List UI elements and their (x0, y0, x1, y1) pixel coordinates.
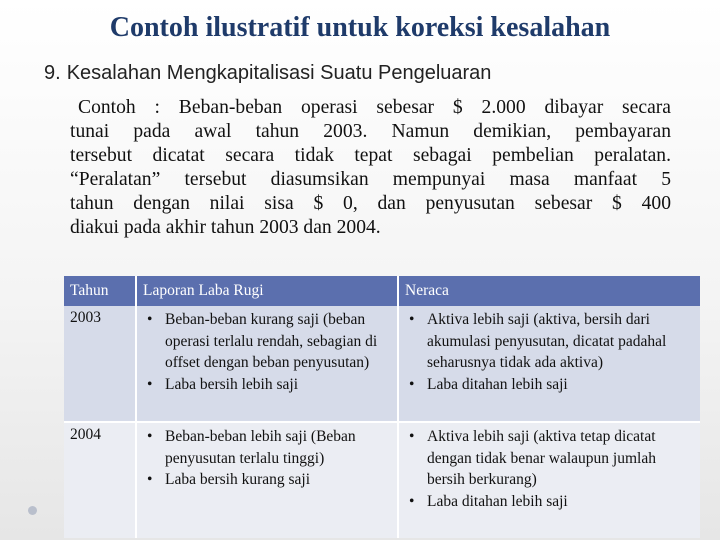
slide-subtitle (44, 62, 684, 85)
subtitle-text: Kesalahan Mengkapitalisasi Suatu Pengeluaran (66, 62, 492, 84)
list-item: • Laba ditahan lebih saji (405, 491, 694, 513)
paragraph-line: Contoh : Beban-beban operasi sebesar $ 2.000 dibayar secara (78, 97, 671, 118)
year-cell: 2004 (64, 422, 136, 538)
list-item: • Laba bersih kurang saji (143, 469, 391, 491)
laba-rugi-cell (136, 306, 398, 422)
paragraph-line: diakui pada akhir tahun 2003 dan 2004. (70, 217, 381, 238)
list-item: • Aktiva lebih saji (aktiva, bersih dari akumulasi penyusutan, dicatat padahal seharusnya tidak ada aktiva) (405, 309, 694, 374)
paragraph-line: tersebut dicatat secara tidak tepat sebagai pembelian peralatan. (70, 145, 671, 166)
laba-rugi-cell (136, 422, 398, 538)
decorative-dot (28, 506, 37, 515)
header-tahun: Tahun (64, 276, 136, 306)
header-neraca: Neraca (398, 276, 700, 306)
subtitle-number: 9. (44, 62, 61, 84)
table-header-row (64, 276, 700, 306)
paragraph-line: tunai pada awal tahun 2003. Namun demikian, pembayaran (70, 121, 671, 142)
table-row (64, 306, 700, 422)
list-item: • Aktiva lebih saji (aktiva tetap dicatat dengan tidak benar walaupun jumlah bersih berkurang) (405, 426, 694, 491)
table-row (64, 422, 700, 538)
slide-title: Contoh ilustratif untuk koreksi kesalahan (109, 12, 611, 43)
correction-table (64, 276, 700, 538)
neraca-cell (398, 306, 700, 422)
neraca-cell (398, 422, 700, 538)
paragraph-line: “Peralatan” tersebut diasumsikan mempunyai masa manfaat 5 (70, 169, 671, 190)
list-item: • Laba ditahan lebih saji (405, 374, 694, 396)
list-item: • Laba bersih lebih saji (143, 374, 391, 396)
example-paragraph (70, 96, 671, 240)
list-item: • Beban-beban lebih saji (Beban penyusutan terlalu tinggi) (143, 426, 391, 469)
header-laba-rugi: Laporan Laba Rugi (136, 276, 398, 306)
year-cell: 2003 (64, 306, 136, 422)
paragraph-line: tahun dengan nilai sisa $ 0, dan penyusutan sebesar $ 400 (70, 193, 671, 214)
list-item: • Beban-beban kurang saji (beban operasi terlalu rendah, sebagian di offset dengan beban penyusutan) (143, 309, 391, 374)
